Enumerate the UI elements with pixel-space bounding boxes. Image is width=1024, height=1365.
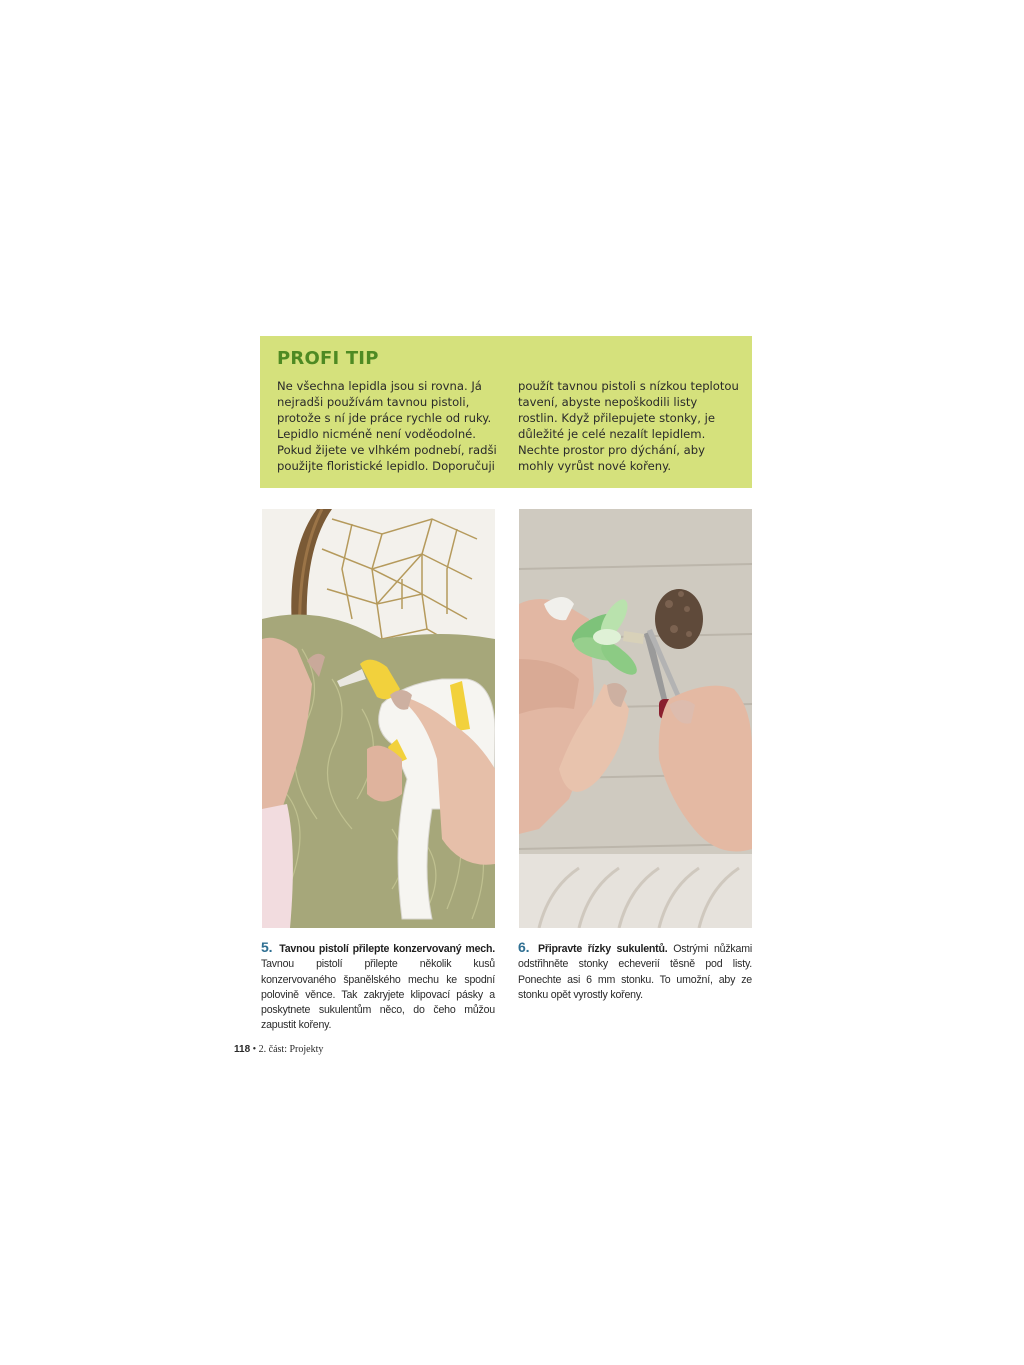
step-5-body: Tavnou pistolí přilepte několik kusů konzervovaného španělského mechu ke spodní polovině věnce. Tak zakryjete klipovací pásky a poskytnete sukulentům něco, do čeho můžou zapustit kořeny. — [261, 958, 495, 1032]
footer-section: 2. část: Projekty — [258, 1044, 324, 1055]
page-footer — [234, 1044, 323, 1055]
tip-text-column-1: Ne všechna lepidla jsou si rovna. Já nejradši používám tavnou pistoli, protože s ní jde práce rychle od ruky. Lepidlo nicméně není voděodolné. Pokud žijete ve vlhkém podnebí, radši použijte floristické lepidlo. Doporučuji — [277, 379, 497, 473]
tip-title: PROFI TIP — [277, 348, 379, 369]
profi-tip-box — [260, 336, 752, 488]
step-6-heading: Připravte řízky sukulentů. — [537, 943, 668, 955]
step-5-heading: Tavnou pistolí přilepte konzervovaný mech. — [279, 943, 496, 955]
footer-separator: • — [252, 1044, 257, 1055]
step-5-caption — [261, 940, 495, 1034]
glue-gun-moss-illustration — [262, 509, 495, 928]
succulent-cutting-illustration — [519, 509, 752, 928]
step-6-number: 6. — [518, 939, 530, 955]
photo-succulent-cutting — [519, 509, 752, 928]
photo-glue-gun-moss — [262, 509, 495, 928]
page-number: 118 — [234, 1044, 251, 1055]
step-5-number: 5. — [261, 939, 273, 955]
tip-text-column-2: použít tavnou pistoli s nízkou teplotou tavení, abyste nepoškodili listy rostlin. Když přilepujete stonky, je důležité je celé nezalít lepidlem. Nechte prostor pro dýchání, aby mohly vyrůst nové kořeny. — [518, 379, 739, 473]
step-6-caption — [518, 940, 752, 1003]
step-6-body: Ostrými nůžkami odstřihněte stonky echeverií těsně pod listy. Ponechte asi 6 mm stonku. To umožní, aby ze stonku opět vyrostly kořeny. — [518, 943, 752, 1001]
